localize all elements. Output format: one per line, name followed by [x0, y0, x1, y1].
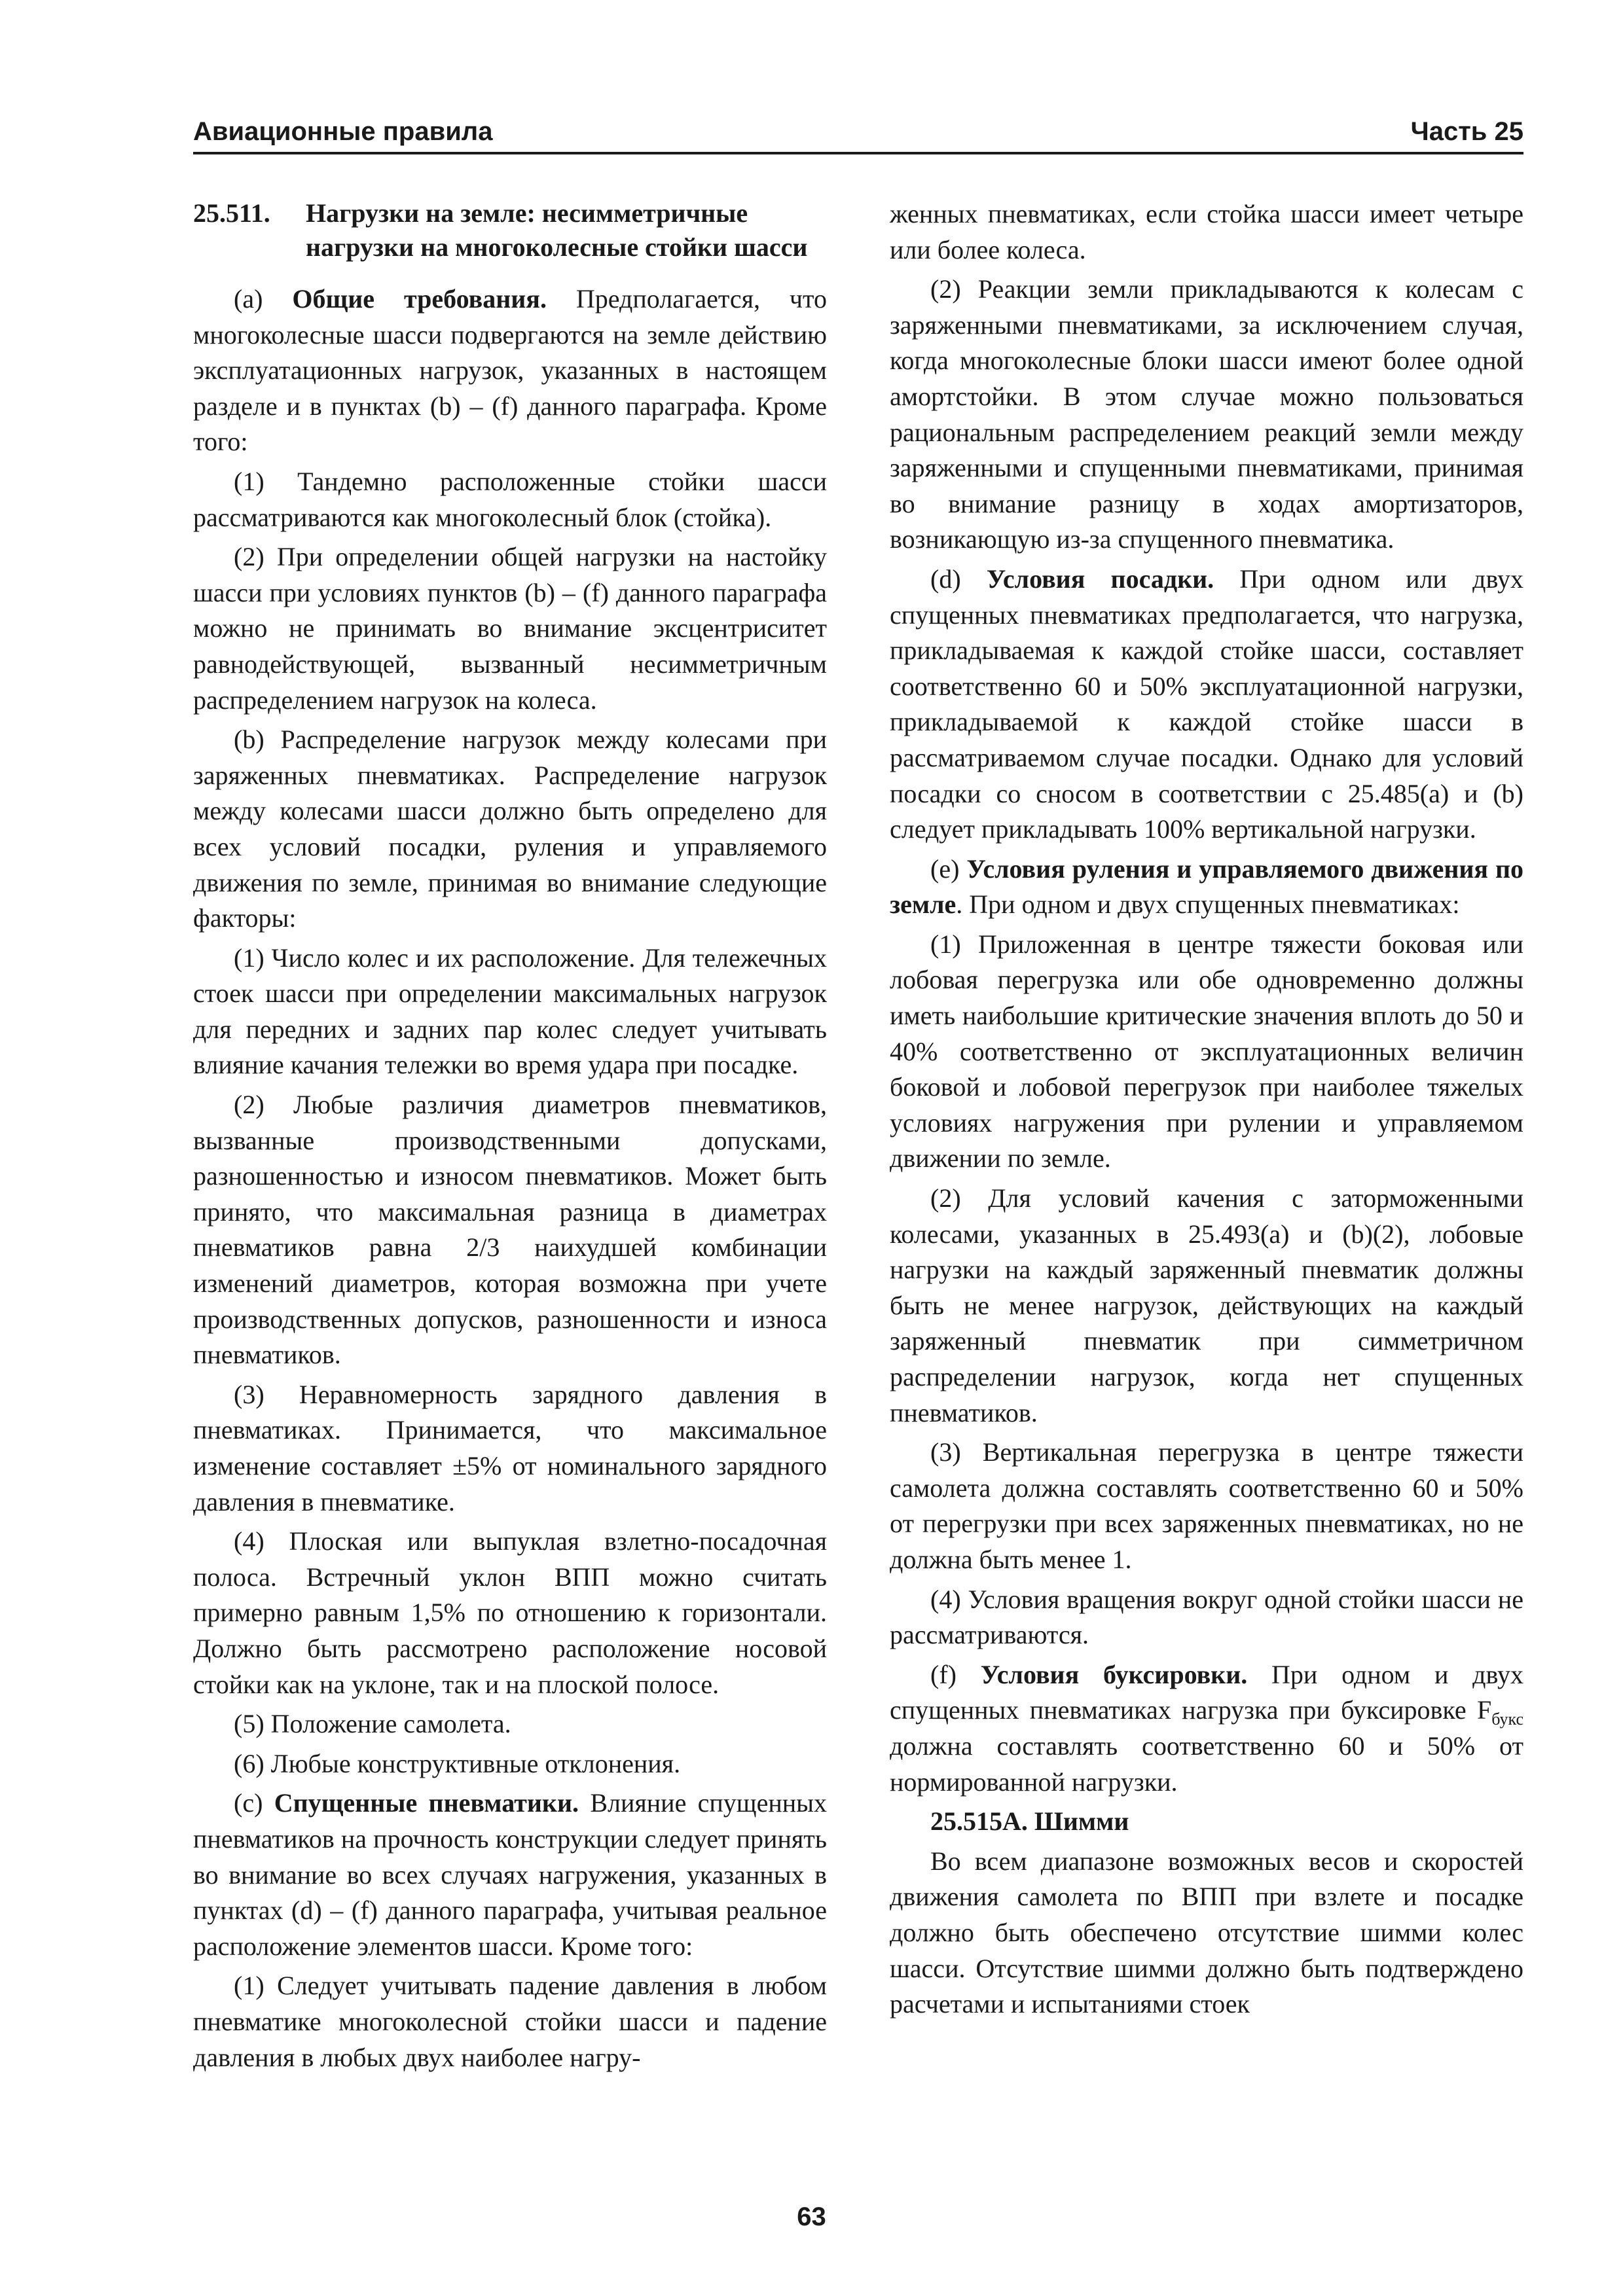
paragraph-c: (c) Спущенные пневматики. Влияние спущенных пневматиков на прочность конструкции следует принять во внимание во всех случаях нагружения, указанных в пунктах (d) – (f) данного параграфа, учитывая реальное расположение элементов шасси. Кроме того:	[193, 1788, 828, 1961]
paragraph-e1: (1) Приложенная в центре тяжести боковая или лобовая перегрузка или обе одновременно должны иметь наибольшие критические значения вплоть до 50 и 40% соответственно от эксплуатационных величин боковой и лобовой перегрузок при наиболее тяжелых условиях нагружения при рулении и управляемом движении по земле.	[890, 929, 1523, 1174]
paragraph-b1: (1) Число колес и их расположение. Для тележечных стоек шасси при определении максимальных нагрузок для передних и задних пар колес следует учитывать влияние качания тележки во время удара при посадке.	[193, 942, 827, 1080]
paragraph-e4: (4) Условия вращения вокруг одной стойки шасси не рассматриваются.	[890, 1584, 1523, 1650]
running-header	[193, 113, 1523, 154]
paragraph-e2: (2) Для условий качения с заторможенными колесами, указанных в 25.493(a) и (b)(2), лобовые нагрузки на каждый заряженный пневматик должны быть не менее нагрузок, действующих на каждый заряженный пневматик при симметричном распределении нагрузок, когда нет спущенных пневматиков.	[890, 1183, 1523, 1427]
paragraph-c1-continued: женных пневматиках, если стойка шасси имеет четыре или более колеса.	[890, 199, 1523, 264]
paragraph-a-heading: Общие требования.	[292, 284, 547, 314]
paragraph-b5: (5) Положение самолета.	[234, 1709, 511, 1739]
paragraph-d: (d) Условия посадки. При одном или двух спущенных пневматиках предполагается, что нагрузка, прикладываемая к каждой стойке шасси, составляет соответственно 60 и 50% эксплуатационной нагрузки, прикладываемой к каждой стойке шасси в рассматриваемом случае посадки. Однако для условий посадки со сносом в соответствии с 25.485(a) и (b) следует прикладывать 100% вертикальной нагрузки.	[890, 564, 1524, 844]
paragraph-b: (b) Распределение нагрузок между колесами при заряженных пневматиках. Распределение нагрузок между колесами шасси должно быть определено для всех условий посадки, руления и управляемого движения по земле, принимая во внимание следующие факторы:	[193, 725, 827, 933]
paragraph-shimmy: Во всем диапазоне возможных весов и скоростей движения самолета по ВПП при взлете и посадке должно быть обеспечено отсутствие шимми колес шасси. Отсутствие шимми должно быть подтверждено расчетами и испытаниями стоек	[890, 1846, 1523, 2019]
paragraph-b6: (6) Любые конструктивные отклонения.	[234, 1748, 681, 1778]
paragraph-e: (e) Условия руления и управляемого движения по земле. При одном и двух спущенных пневматиках:	[890, 853, 1524, 920]
page-number: 63	[797, 2202, 826, 2231]
left-column	[193, 196, 827, 2079]
paragraph-f-heading: Условия буксировки.	[980, 1659, 1248, 1689]
right-column	[890, 196, 1523, 2026]
paragraph-e-heading: Условия руления и управляемого движения по земле	[890, 853, 1524, 920]
section-heading-25-511	[193, 196, 827, 264]
section-title: Нагрузки на земле: несимметричные нагрузки на многоколесные стойки шасси	[306, 198, 808, 262]
paragraph-c-heading: Спущенные пневматики.	[274, 1788, 579, 1818]
paragraph-b2: (2) Любые различия диаметров пневматиков, вызванные производственными допусками, разношенностью и износом пневматиков. Может быть принято, что максимальная разница в диаметрах пневматиков равна 2/3 наихудшей комбинации изменений диаметров, которая возможна при учете производственных допусков, разношенности и износа пневматиков.	[193, 1090, 827, 1370]
paragraph-c1: (1) Следует учитывать падение давления в любом пневматике многоколесной стойки шасси и падение давления в любых двух наиболее нагру-	[193, 1971, 827, 2072]
section-heading-25-515a: 25.515А. Шимми	[930, 1806, 1129, 1837]
paragraph-a: (a) Общие требования. Предполагается, что многоколесные шасси подвергаются на земле действию эксплуатационных нагрузок, указанных в настоящем разделе и в пунктах (b) – (f) данного параграфа. Кроме того:	[193, 284, 827, 457]
paragraph-b4: (4) Плоская или выпуклая взлетно-посадочная полоса. Встречный уклон ВПП можно считать примерно равным 1,5% по отношению к горизонтали. Должно быть рассмотрено расположение носовой стойки как на уклоне, так и на плоской полосе.	[193, 1526, 827, 1699]
section-number: 25.511.	[193, 198, 270, 228]
paragraph-d-heading: Условия посадки.	[986, 564, 1214, 594]
paragraph-c2: (2) Реакции земли прикладываются к колесам с заряженными пневматиками, за исключением случая, когда многоколесные блоки шасси имеют более одной амортстойки. В этом случае можно пользоваться рациональным распределением реакций земли между заряженными и спущенными пневматиками, принимая во внимание разницу в ходах амортизаторов, возникающую из-за спущенного пневматика.	[890, 274, 1523, 554]
paragraph-b3: (3) Неравномерность зарядного давления в пневматиках. Принимается, что максимальное изменение составляет ±5% от номинального зарядного давления в пневматике.	[193, 1379, 827, 1516]
towing-load-symbol: $F_{букс}$	[1477, 1695, 1524, 1729]
paragraph-a2: (2) При определении общей нагрузки на настойку шасси при условиях пунктов (b) – (f) данного параграфа можно не принимать во внимание эксцентриситет равнодействующей, вызванный несимметричным распределением нагрузок на колеса.	[193, 542, 827, 715]
header-part: Часть 25	[1410, 117, 1523, 146]
paragraph-e3: (3) Вертикальная перегрузка в центре тяжести самолета должна составлять соответственно 60 и 50% от перегрузки при всех заряженных пневматиках, но не должна быть менее 1.	[890, 1437, 1523, 1574]
paragraph-a1: (1) Тандемно расположенные стойки шасси рассматриваются как многоколесный блок (стойка).	[193, 466, 827, 532]
paragraph-f: (f) Условия буксировки. При одном и двух спущенных пневматиках нагрузка при буксировке $F_{букс}$ должна составлять соответственно 60 и 50% от нормированной нагрузки.	[890, 1659, 1524, 1797]
header-doc-title: Авиационные правила	[193, 117, 493, 146]
